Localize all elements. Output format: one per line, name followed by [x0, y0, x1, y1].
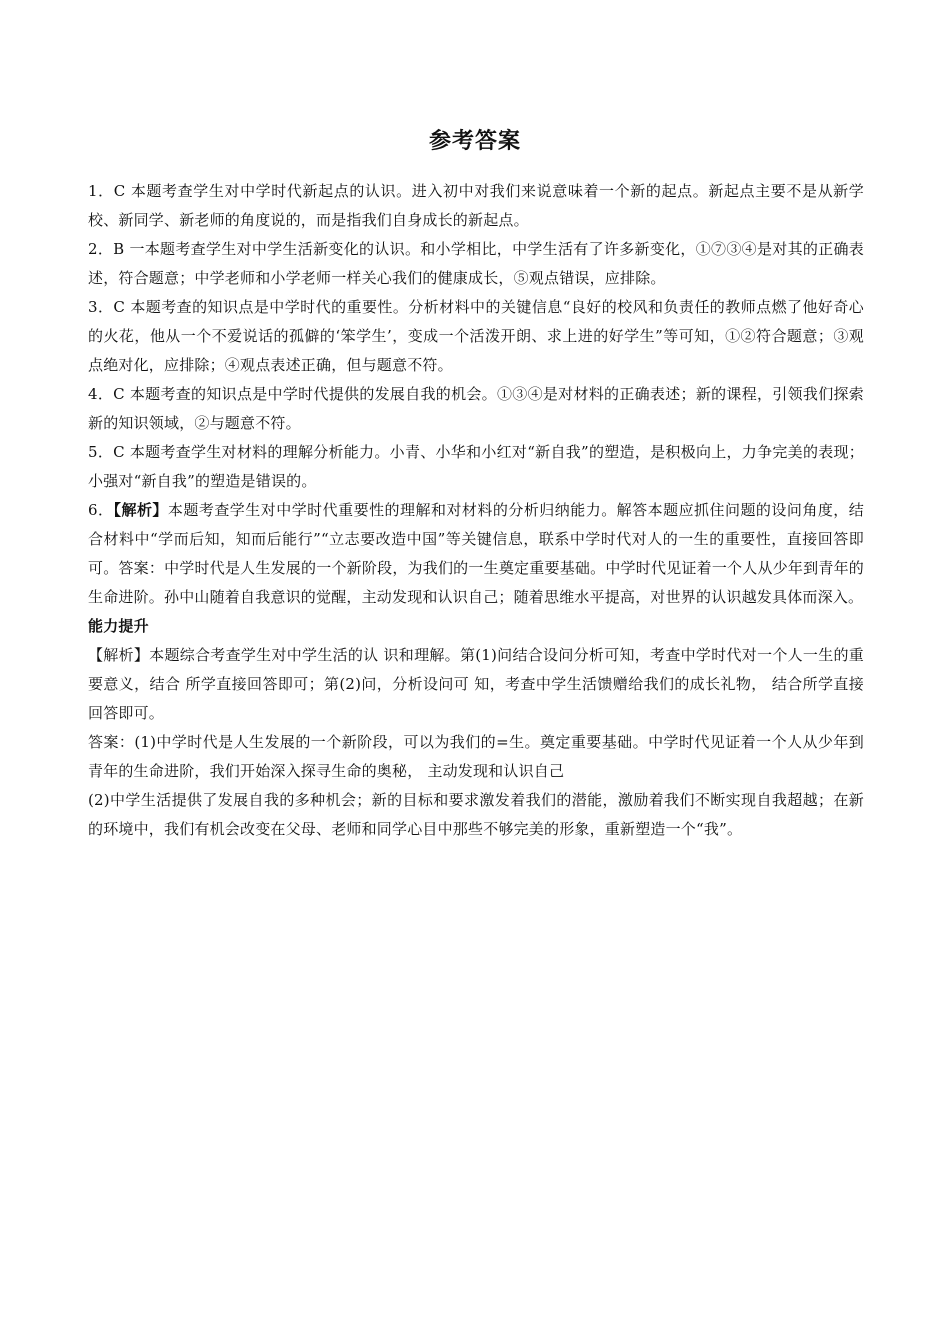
- section-title-ability: 能力提升: [88, 617, 149, 635]
- answer-1: 1．C 本题考查学生对中学时代新起点的认识。进入初中对我们来说意味着一个新的起点。新起点主要不是从新学校、新同学、新老师的角度说的，而是指我们自身成长的新起点。: [88, 182, 864, 229]
- answer-6-text: 本题考查学生对中学时代重要性的理解和对材料的分析归纳能力。解答本题应抓住问题的设问角度，结合材料中“学而后知，知而后能行”“立志要改造中国”等关键信息，联系中学时代对人的一生的重要性，直接回答即可。答案：中学时代是人生发展的一个新阶段，为我们的一生奠定重要基础。中学时代见证着一个人从少年到青年的生命进阶。孙中山随着自我意识的觉醒，主动发现和认识自己；随着思维水平提高，对世界的认识越发具体而深入。: [88, 501, 864, 606]
- answer-2: 2．B 一本题考查学生对中学生活新变化的认识。和小学相比，中学生活有了许多新变化，①⑦③④是对其的正确表述，符合题意；中学老师和小学老师一样关心我们的健康成长，⑤观点错误，应排除。: [88, 240, 864, 287]
- page-title: 参考答案: [428, 129, 521, 154]
- answer-6-number: 6．: [88, 501, 114, 519]
- answer-3: 3．C 本题考查的知识点是中学时代的重要性。分析材料中的关键信息“良好的校风和负责任的教师点燃了他好奇心的火花，他从一个不爱说话的孤僻的‘笨学生’，变成一个活泼开朗、求上进的好学生”等可知，①②符合题意；③观点绝对化，应排除；④观点表述正确，但与题意不符。: [88, 298, 864, 374]
- ability-answer-1: 答案：(1)中学时代是人生发展的一个新阶段，可以为我们的=生。奠定重要基础。中学时代见证着一个人从少年到青年的生命进阶，我们开始深入探寻生命的奥秘， 主动发现和认识自己: [88, 733, 864, 780]
- ability-analysis: 【解析】本题综合考查学生对中学生活的认 识和理解。第(1)问结合设问分析可知，考查中学时代对一个人一生的重要意义，结合 所学直接回答即可；第(2)问，分析设问可 知，考查中学生活馈赠给我们的成长礼物， 结合所学直接回答即可。: [88, 646, 864, 722]
- answer-5: 5．C 本题考查学生对材料的理解分析能力。小青、小华和小红对“新自我”的塑造，是积极向上，力争完美的表现；小强对“新自我”的塑造是错误的。: [88, 443, 864, 490]
- answer-6: [88, 496, 864, 612]
- answer-6-analysis-tag: 【解析】: [113, 501, 168, 519]
- document-body: [88, 177, 864, 844]
- ability-answer-2: (2)中学生活提供了发展自我的多种机会；新的目标和要求激发着我们的潜能，激励着我们不断实现自我超越；在新的环境中，我们有机会改变在父母、老师和同学心目中那些不够完美的形象，重新塑造一个“我”。: [88, 791, 864, 838]
- answer-4: 4．C 本题考查的知识点是中学时代提供的发展自我的机会。①③④是对材料的正确表述；新的课程，引领我们探索新的知识领域，②与题意不符。: [88, 385, 864, 432]
